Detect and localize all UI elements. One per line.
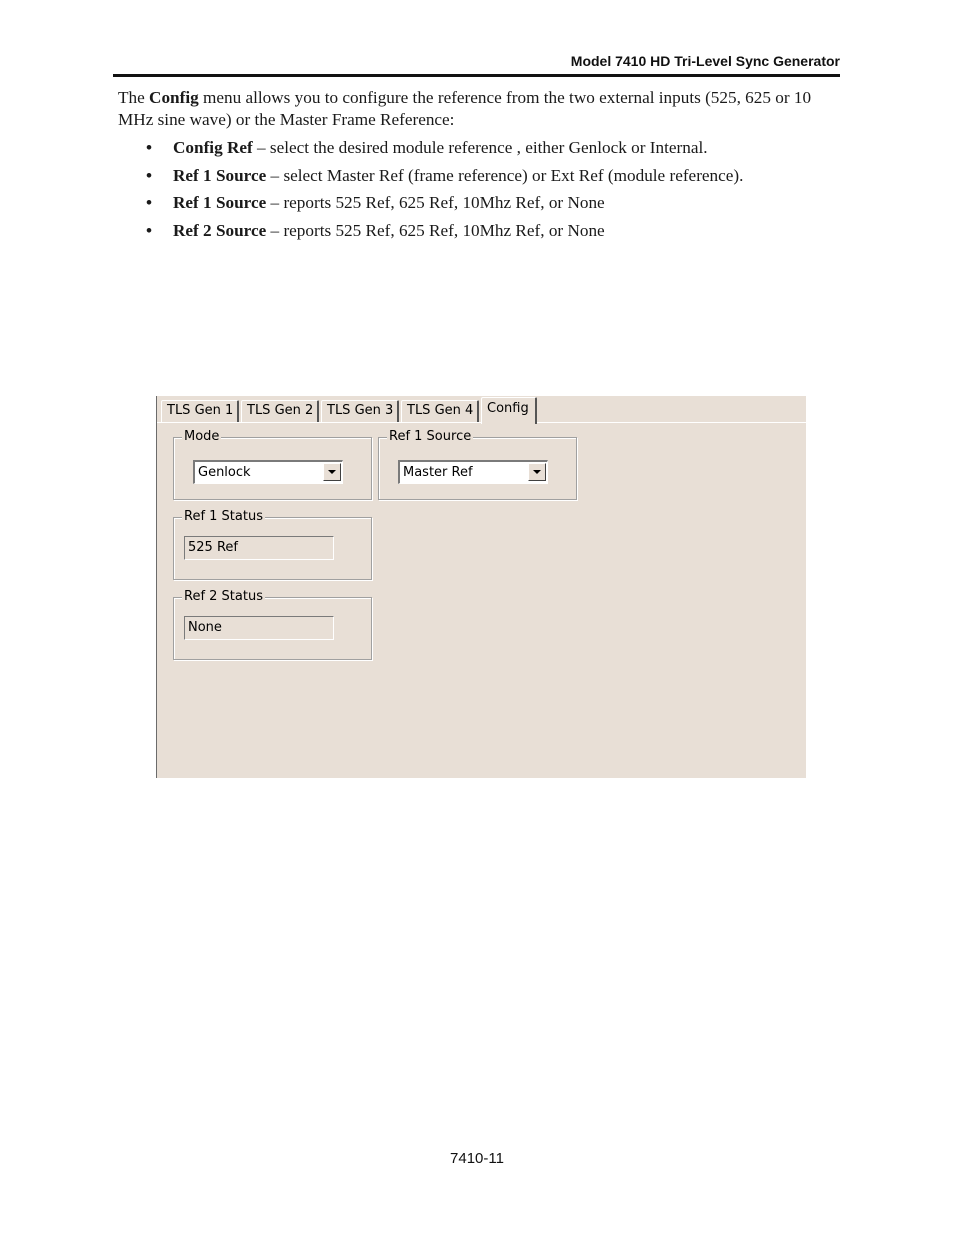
tab-tls-gen-1[interactable]: TLS Gen 1 — [161, 400, 239, 422]
ref1-source-dropdown-value: Master Ref — [403, 465, 473, 480]
bullet-dot: • — [146, 220, 153, 240]
mode-dropdown[interactable] — [193, 460, 343, 484]
ref1-source-group — [378, 429, 577, 500]
tab-config[interactable]: Config — [481, 397, 537, 424]
ref1-source-dropdown[interactable] — [398, 460, 548, 484]
bullet-term: Ref 2 Source — [173, 220, 267, 240]
bullet-list — [146, 137, 743, 247]
header-rule — [113, 74, 840, 77]
ref2-status-group — [173, 589, 372, 660]
bullet-item — [146, 137, 743, 165]
ref1-status-group-label: Ref 1 Status — [184, 509, 263, 524]
bullet-term: Ref 1 Source — [173, 165, 267, 185]
bullet-text: – reports 525 Ref, 625 Ref, 10Mhz Ref, or None — [266, 220, 605, 240]
bullet-text: – select the desired module reference , either Genlock or Internal. — [252, 138, 708, 157]
tab-tls-gen-2[interactable]: TLS Gen 2 — [241, 400, 319, 422]
bullet-dot: • — [146, 193, 153, 212]
tab-tls-gen-4[interactable]: TLS Gen 4 — [401, 400, 479, 422]
bullet-term: Ref 1 Source — [173, 193, 267, 212]
bullet-item — [146, 192, 743, 220]
mode-group-label: Mode — [184, 429, 220, 444]
config-dialog-screenshot — [156, 396, 806, 778]
intro-post: menu allows you to configure the reference from the two external inputs (525, 625 or 10 MHz sine wave) or the Master Frame Reference: — [118, 88, 812, 129]
chevron-down-icon[interactable] — [528, 463, 546, 481]
ref2-status-value: None — [188, 620, 222, 635]
ref1-source-group-label: Ref 1 Source — [389, 429, 472, 444]
intro-paragraph — [118, 87, 843, 131]
bullet-term: Config Ref — [173, 138, 253, 157]
chevron-down-icon[interactable] — [323, 463, 341, 481]
bullet-text: – reports 525 Ref, 625 Ref, 10Mhz Ref, or None — [266, 193, 605, 212]
ref2-status-group-label: Ref 2 Status — [184, 589, 263, 604]
bullet-dot: • — [146, 138, 153, 157]
mode-dropdown-value: Genlock — [198, 465, 251, 480]
bullet-text: – select Master Ref (frame reference) or Ext Ref (module reference). — [266, 165, 744, 185]
tab-strip — [157, 396, 806, 424]
page-number: 7410-11 — [450, 1150, 504, 1167]
ref1-status-group — [173, 509, 372, 580]
bullet-item — [146, 220, 743, 248]
page-header-title: Model 7410 HD Tri-Level Sync Generator — [570, 53, 840, 69]
mode-group — [173, 429, 372, 500]
intro-bold: Config — [149, 88, 199, 107]
ref1-status-value: 525 Ref — [188, 540, 238, 555]
bullet-dot: • — [146, 165, 153, 185]
ref2-status-field — [184, 616, 334, 640]
bullet-item — [146, 165, 743, 193]
ref1-status-field — [184, 536, 334, 560]
tab-tls-gen-3[interactable]: TLS Gen 3 — [321, 400, 399, 422]
intro-pre: The — [118, 88, 150, 107]
